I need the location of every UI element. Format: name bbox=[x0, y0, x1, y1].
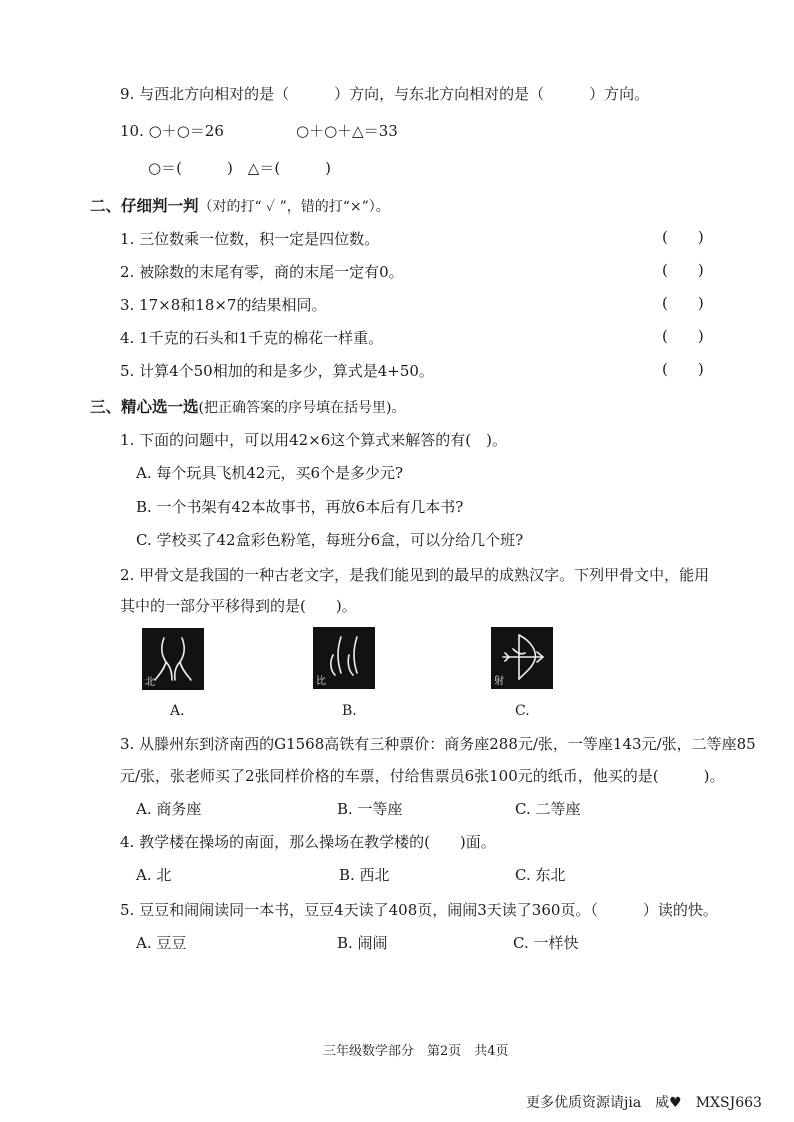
judge-item-2: 2. 被除数的末尾有零，商的末尾一定有0。 bbox=[120, 263, 404, 281]
judge-answer-4[interactable]: ( ) bbox=[662, 327, 704, 345]
judge-item-4: 4. 1千克的石头和1千克的棉花一样重。 bbox=[120, 329, 384, 347]
glyph-caption-bi: 比 bbox=[316, 676, 326, 687]
choice-q5-option-a: A. 豆豆 bbox=[136, 934, 187, 952]
oracle-glyph-she-image bbox=[491, 627, 553, 689]
oracle-glyph-bei-image bbox=[142, 628, 204, 690]
choice-q3-stem-line1: 3. 从滕州东到济南西的G1568高铁有三种票价：商务座288元/张，一等座143元/张，二等座85 bbox=[120, 735, 756, 753]
choice-q4-option-a: A. 北 bbox=[136, 866, 172, 884]
judge-item-5: 5. 计算4个50相加的和是多少，算式是4+50。 bbox=[120, 362, 434, 380]
page-footer: 三年级数学部分 第2页 共4页 bbox=[323, 1044, 509, 1059]
judge-answer-2[interactable]: ( ) bbox=[662, 261, 704, 279]
section-2-title: 二、仔细判一判 bbox=[90, 196, 199, 215]
choice-q1-option-a: A. 每个玩具飞机42元，买6个是多少元? bbox=[136, 464, 404, 482]
choice-q1-stem: 1. 下面的问题中，可以用42×6这个算式来解答的有( )。 bbox=[120, 431, 507, 449]
judge-answer-5[interactable]: ( ) bbox=[662, 360, 704, 378]
judge-item-1: 1. 三位数乘一位数，积一定是四位数。 bbox=[120, 230, 380, 248]
choice-q2-option-a-label: A. bbox=[170, 703, 185, 719]
glyph-caption-bei: 北 bbox=[145, 677, 155, 688]
choice-q3-option-b: B. 一等座 bbox=[337, 800, 403, 818]
choice-q3-option-a: A. 商务座 bbox=[136, 800, 202, 818]
choice-q2-option-b-label: B. bbox=[342, 703, 357, 719]
choice-q5-option-b: B. 闹闹 bbox=[337, 934, 388, 952]
question-10-equation-2: ○＋○＋△＝33 bbox=[296, 122, 398, 140]
choice-q5-option-c: C. 一样快 bbox=[513, 934, 579, 952]
section-2-heading bbox=[90, 196, 390, 217]
section-2-hint: （对的打“ ✓ ”，错的打“×”）。 bbox=[198, 199, 390, 215]
glyph-caption-she: 射 bbox=[494, 676, 504, 687]
oracle-glyph-bi-image bbox=[313, 627, 375, 689]
choice-q2-stem-line1: 2. 甲骨文是我国的一种古老文字，是我们能见到的最早的成熟汉字。下列甲骨文中，能用 bbox=[120, 566, 710, 584]
question-10-equation-1: 10. ○＋○＝26 bbox=[120, 122, 224, 140]
choice-q4-option-b: B. 西北 bbox=[339, 866, 390, 884]
question-10-answers: ○＝( ) △＝( ) bbox=[148, 159, 332, 177]
judge-answer-1[interactable]: ( ) bbox=[662, 228, 704, 246]
choice-q2-option-c-label: C. bbox=[515, 703, 530, 719]
choice-q4-stem: 4. 教学楼在操场的南面，那么操场在教学楼的( )面。 bbox=[120, 833, 496, 851]
choice-q5-stem: 5. 豆豆和闹闹读同一本书，豆豆4天读了408页，闹闹3天读了360页。（ ）读的快。 bbox=[120, 901, 718, 919]
judge-item-3: 3. 17×8和18×7的结果相同。 bbox=[120, 296, 327, 314]
choice-q3-option-c: C. 二等座 bbox=[515, 800, 581, 818]
choice-q4-option-c: C. 东北 bbox=[515, 866, 566, 884]
choice-q1-option-b: B. 一个书架有42本故事书，再放6本后有几本书? bbox=[136, 498, 464, 516]
judge-answer-3[interactable]: ( ) bbox=[662, 294, 704, 312]
section-3-title: 三、精心选一选 bbox=[90, 397, 199, 416]
section-3-heading bbox=[90, 397, 405, 418]
section-3-hint: (把正确答案的序号填在括号里)。 bbox=[198, 400, 406, 416]
watermark-text: 更多优质资源请jia 威♥ MXSJ663 bbox=[526, 1095, 762, 1111]
choice-q3-stem-line2: 元/张，张老师买了2张同样价格的车票，付给售票员6张100元的纸币，他买的是( )。 bbox=[120, 767, 725, 785]
choice-q1-option-c: C. 学校买了42盒彩色粉笔，每班分6盒，可以分给几个班? bbox=[136, 531, 524, 549]
question-9: 9. 与西北方向相对的是（ ）方向，与东北方向相对的是（ ）方向。 bbox=[120, 85, 650, 103]
choice-q2-stem-line2: 其中的一部分平移得到的是( )。 bbox=[120, 597, 357, 615]
